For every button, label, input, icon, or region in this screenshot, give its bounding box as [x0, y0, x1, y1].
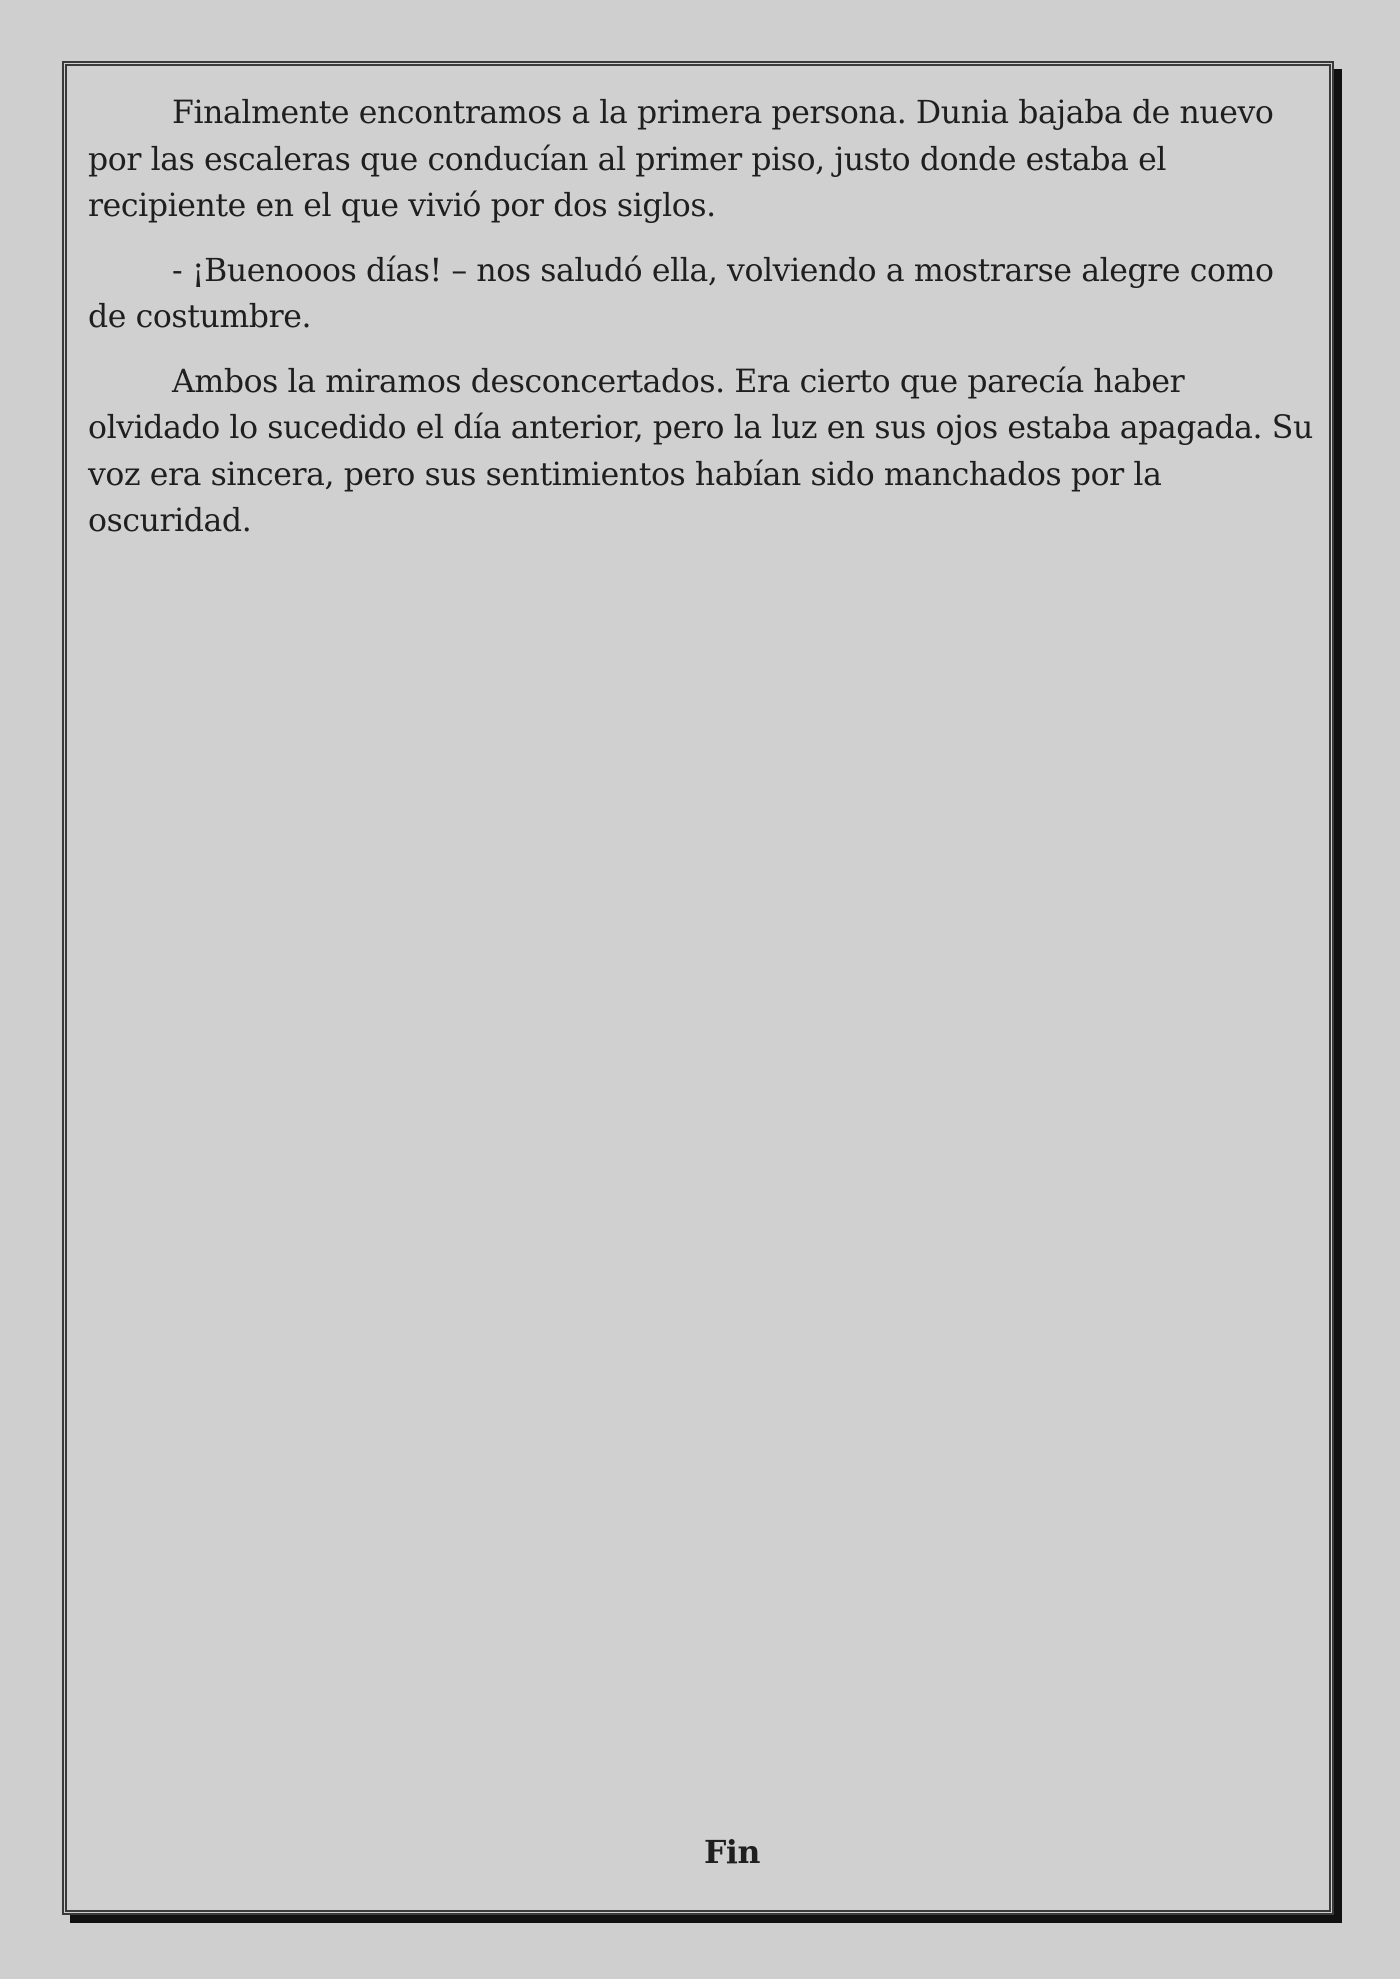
body-text — [88, 90, 1316, 563]
closing-fin-text: Fin — [703, 1834, 761, 1871]
document-page — [62, 61, 1334, 1915]
paragraph-1: Finalmente encontramos a la primera persona. Dunia bajaba de nuevo por las escaleras que conducían al primer piso, justo donde estaba el recipiente en el que vivió por dos siglos. — [88, 95, 1274, 224]
paragraph-3: Ambos la miramos desconcertados. Era cierto que parecía haber olvidado lo sucedido el día anterior, pero la luz en sus ojos estaba apagada. Su voz era sincera, pero sus sentimientos habían sido manchados por la oscuridad. — [88, 363, 1313, 539]
paragraph-2-dialogue: - ¡Buenooos días! – nos saludó ella, volviendo a mostrarse alegre como de costumbre. — [88, 252, 1274, 335]
closing-fin — [67, 1834, 1329, 1871]
